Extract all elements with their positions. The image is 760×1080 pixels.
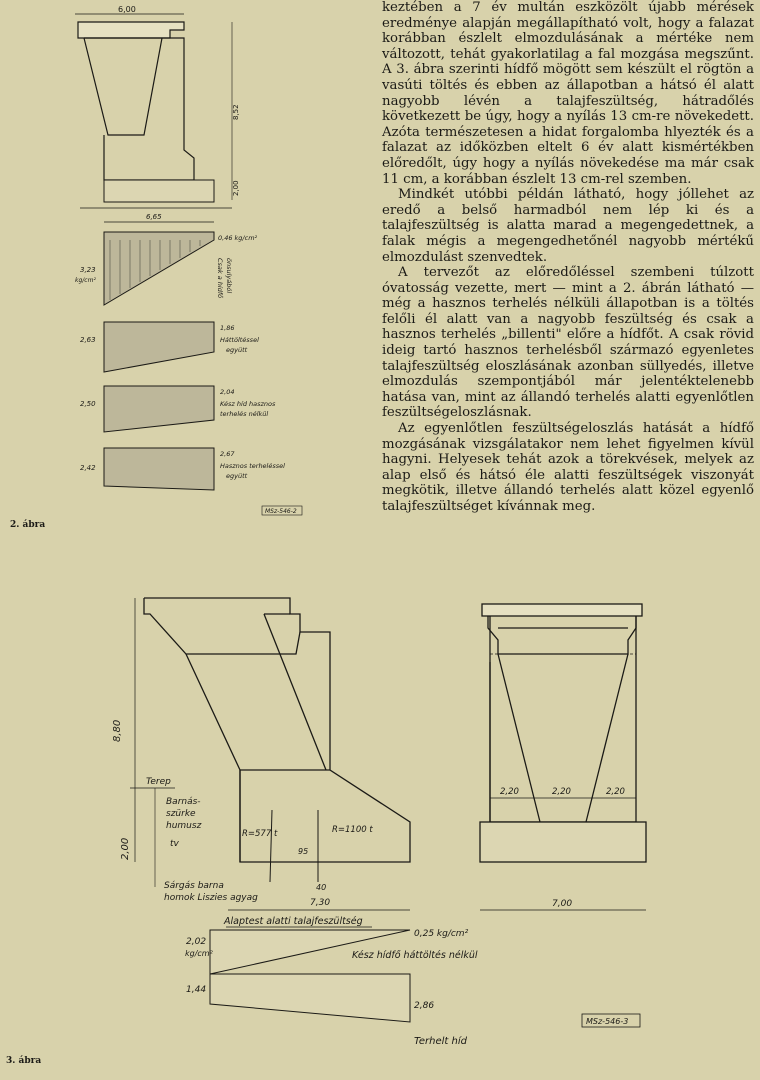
fig3-stamp: MSz-546-3 [586, 1017, 629, 1026]
figure-3 [0, 592, 760, 1072]
svg-text:kg/cm²: kg/cm² [75, 277, 96, 284]
paragraph-1: keztében a 7 év multán eszközölt újabb mérések eredménye alapján megállapítható volt, hogy a falazat korábban észlelt elmozdulásának a mértéke nem változott, tehát gyakorlatilag a fal mozgása megszűnt. A 3. ábra szerinti hídfő mögött sem készült el rögtön a vasúti töltés és ebben az állapotban a hátsó él alatt nagyobb lévén a talajfeszültség, hátradőlés következett be úgy, hogy a nyílás 13 cm-re növekedett. Azóta természetesen a hidat forgalomba hlyezték és a falazat az időközben eltelt 6 év alatt kismértékben előredőlt, úgy hogy a nyílás növekedése ma már csak 11 cm, a korábban észlelt 13 cm-rel szemben. [382, 0, 754, 187]
svg-text:3,23: 3,23 [80, 266, 96, 274]
svg-text:2,50: 2,50 [80, 400, 96, 408]
fig3-r2: R=1100 t [332, 825, 373, 835]
svg-text:2,20: 2,20 [500, 787, 519, 797]
fig2-caption: 2. ábra [10, 520, 46, 530]
svg-text:Csak a hídfő: Csak a hídfő [216, 258, 224, 299]
paragraph-4: Az egyenlőtlen feszültségeloszlás hatását a hídfő mozgásának vizsgálatakor nem lehet figyelmen kívül hagyni. Helyesek tehát azok a törekvések, melyek az alap első és hátsó éle alatti feszültségek viszonyát megkötik, illetve állandó terhelés alatt közel egyenlő talajfeszültséget kívánnak meg. [382, 421, 754, 514]
fig3-height: 8,80 [112, 719, 123, 742]
svg-text:önsulyából: önsulyából [225, 258, 233, 294]
fig2-diagram-3 [80, 386, 276, 432]
fig2-height: 8,52 [232, 104, 240, 120]
fig3-terep: Terep [146, 777, 171, 787]
svg-text:2,20: 2,20 [606, 787, 625, 797]
svg-text:Háttöltéssel: Háttöltéssel [220, 336, 259, 344]
svg-text:Barnás-: Barnás- [166, 797, 201, 807]
svg-text:0,46 kg/cm²: 0,46 kg/cm² [218, 234, 258, 242]
fig2-diagram-2 [80, 322, 259, 372]
svg-text:2,67: 2,67 [220, 450, 235, 458]
svg-text:együtt: együtt [226, 346, 248, 354]
fig2-stamp: MSz-546-2 [265, 508, 297, 515]
svg-text:7,30: 7,30 [310, 898, 331, 908]
figure-2 [0, 0, 380, 530]
fig2-abutment [78, 22, 194, 180]
svg-text:együtt: együtt [226, 472, 248, 480]
svg-text:1,86: 1,86 [220, 324, 235, 332]
svg-text:homok Liszies agyag: homok Liszies agyag [164, 893, 258, 903]
fig2-lower: 2,00 [232, 180, 240, 196]
svg-text:2,20: 2,20 [552, 787, 571, 797]
svg-text:kg/cm²: kg/cm² [185, 949, 213, 958]
svg-text:2,86: 2,86 [414, 1001, 435, 1011]
fig3-side-width: 7,00 [552, 899, 573, 909]
svg-text:Hasznos terheléssel: Hasznos terheléssel [220, 462, 285, 470]
fig2-base: 6,65 [146, 213, 162, 221]
svg-text:2,63: 2,63 [80, 336, 96, 344]
paragraph-3: A tervezőt az előredőléssel szembeni túlzott óvatosság vezette, mert — mint a 2. ábrán látható — még a hasznos terhelés nélküli állapotban is a töltés felőli él alatt van a nagyobb feszültség és csak a hasznos terhelés „billenti" előre a hídfőt. A csak rövid ideig tartó hasznos terhelésből származó egyenletes talajfeszültség eloszlásának azonban süllyedés, illetve elmozdulás szempontjából már jelentéktelenebb hatása van, mint az állandó terhelés alatti egyenlőtlen feszültségeloszlásnak. [382, 265, 754, 421]
svg-text:Terhelt híd: Terhelt híd [414, 1036, 467, 1047]
fig2-top-width: 6,00 [118, 5, 136, 14]
svg-text:2,42: 2,42 [80, 464, 96, 472]
svg-text:Kész híd hasznos: Kész híd hasznos [220, 400, 276, 408]
svg-text:szürke: szürke [166, 809, 196, 819]
fig3-r1: R=577 t [242, 829, 278, 839]
svg-text:0,25 kg/cm²: 0,25 kg/cm² [414, 929, 469, 939]
fig2-diagram-1 [75, 232, 258, 305]
fig3-pressure-2 [210, 974, 410, 1022]
svg-text:2,04: 2,04 [220, 388, 235, 396]
article-text [382, 0, 754, 515]
svg-text:95: 95 [298, 847, 309, 856]
fig3-depth: 2,00 [120, 837, 131, 860]
fig2-diagram-4 [80, 448, 285, 490]
svg-text:Kész hídfő háttöltés nélkül: Kész hídfő háttöltés nélkül [352, 950, 478, 961]
svg-text:tv: tv [170, 839, 179, 849]
svg-text:2,02: 2,02 [186, 937, 207, 947]
fig3-pressure-title: Alaptest alatti talajfeszültség [224, 916, 363, 927]
svg-text:humusz: humusz [166, 821, 202, 831]
svg-text:terhelés nélkül: terhelés nélkül [220, 410, 269, 418]
svg-text:Sárgás barna: Sárgás barna [164, 881, 224, 891]
fig3-caption: 3. ábra [6, 1056, 42, 1066]
svg-text:1,44: 1,44 [186, 985, 207, 995]
svg-text:40: 40 [316, 883, 327, 892]
paragraph-2: Mindkét utóbbi példán látható, hogy jóllehet az eredő a belső harmadból nem lép ki és a talajfeszültség is alatta marad a megengedettnek, a falak mégis a megengedhetőnél nagyobb mértékű elmozdulást szenvedtek. [382, 187, 754, 265]
fig3-side-view [480, 604, 646, 862]
